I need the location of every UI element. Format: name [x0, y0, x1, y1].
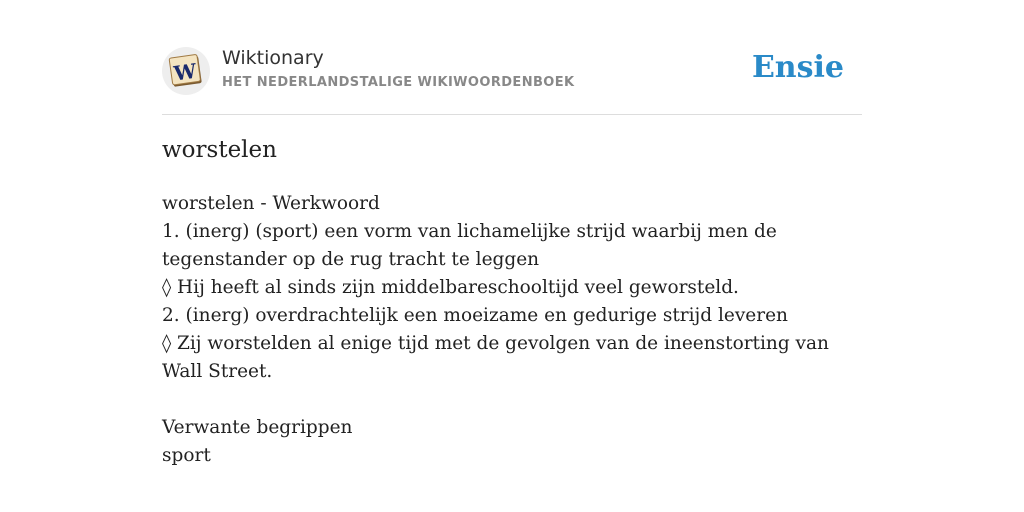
wiktionary-tile-icon: [168, 53, 204, 89]
related-heading: Verwante begrippen: [162, 417, 353, 438]
definition-1: 1. (inerg) (sport) een vorm van lichamelijke strijd waarbij men de tegenstander op de rug tracht te leggen: [162, 221, 777, 270]
ensie-logo[interactable]: Ensie: [751, 50, 844, 85]
spacer: [162, 386, 868, 414]
site-title[interactable]: Wiktionary: [222, 47, 324, 69]
page-title: worstelen: [162, 137, 277, 163]
svg-text:W: W: [172, 58, 198, 86]
example-2: ◊ Zij worstelden al enige tijd met de gevolgen van de ineenstorting van Wall Street.: [162, 333, 829, 382]
site-header: [162, 44, 862, 115]
related-term-sport[interactable]: sport: [162, 445, 211, 466]
wiktionary-logo[interactable]: [162, 47, 210, 95]
definition-2: 2. (inerg) overdrachtelijk een moeizame en gedurige strijd leveren: [162, 305, 788, 326]
entry-headline: worstelen - Werkwoord: [162, 193, 380, 214]
example-1: ◊ Hij heeft al sinds zijn middelbareschooltijd veel geworsteld.: [162, 277, 739, 298]
site-subtitle: HET NEDERLANDSTALIGE WIKIWOORDENBOEK: [222, 75, 575, 90]
entry-content: [162, 190, 868, 470]
page: [162, 0, 862, 512]
